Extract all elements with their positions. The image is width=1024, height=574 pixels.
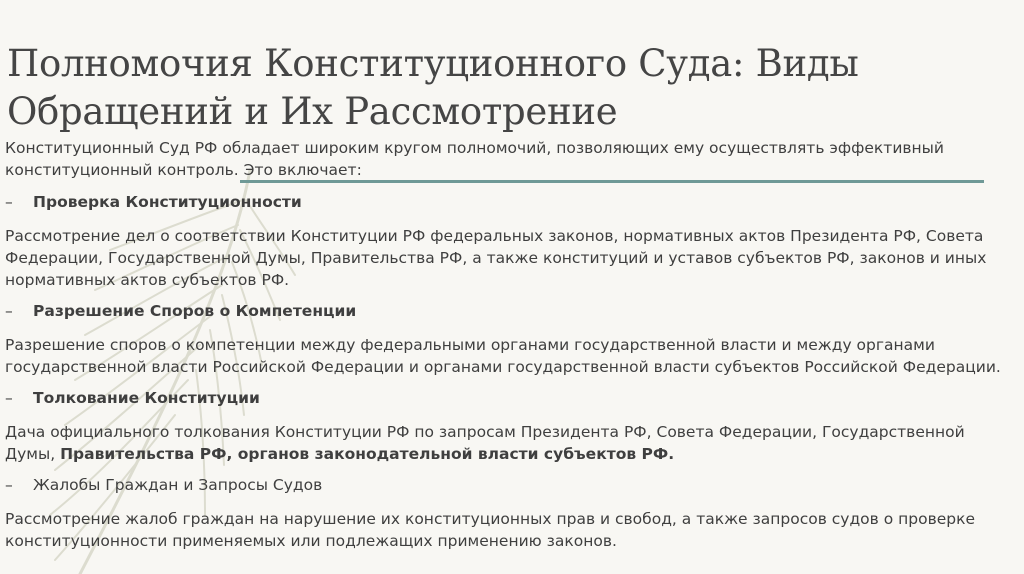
section-text-complaints: Рассмотрение жалоб граждан на нарушение их конституционных прав и свобод, а также запросов судов о проверке конституционности применяемых или подлежащих применению законов. [5,510,976,550]
section-heading-complaints [5,474,1015,496]
dash-bullet: – [5,476,13,494]
heading-text: Жалобы Граждан и Запросы Судов [33,476,323,494]
dash-bullet: – [5,302,13,320]
interpretation-text: Дача официального толкования Конституции РФ по запросам Президента РФ, Совета Федерации, Государственной Думы, [5,423,965,463]
section-heading-interpretation [5,387,1015,409]
heading-text: Толкование Конституции [33,389,260,407]
intro-text: Конституционный Суд РФ обладает широким кругом полномочий, позволяющих ему осуществлять эффективный конституционный контроль. Это включает: [5,139,944,179]
interpretation-text-bold: Правительства РФ, органов законодательной власти субъектов РФ. [60,445,675,463]
section-heading-competence [5,300,1015,322]
section-text-constitutionality: Рассмотрение дел о соответствии Конституции РФ федеральных законов, нормативных актов Президента РФ, Совета Федерации, Государственной Думы, Правительства РФ, а также конституций и уставов субъектов РФ, законов и иных нормативных актов субъектов РФ. [5,227,987,289]
dash-bullet: – [5,389,13,407]
dash-bullet: – [5,193,13,211]
heading-text: Проверка Конституционности [33,193,302,211]
slide-title: Полномочия Конституционного Суда: Виды Обращений и Их Рассмотрение [7,42,859,133]
section-heading-constitutionality [5,191,1015,213]
section-text-interpretation [5,421,1015,465]
slide-content [5,137,1015,561]
section-text-competence: Разрешение споров о компетенции между федеральными органами государственной власти и между органами государственной власти Российской Федерации и органами государственной власти субъектов Российской Федерации. [5,336,1001,376]
heading-text: Разрешение Споров о Компетенции [33,302,357,320]
